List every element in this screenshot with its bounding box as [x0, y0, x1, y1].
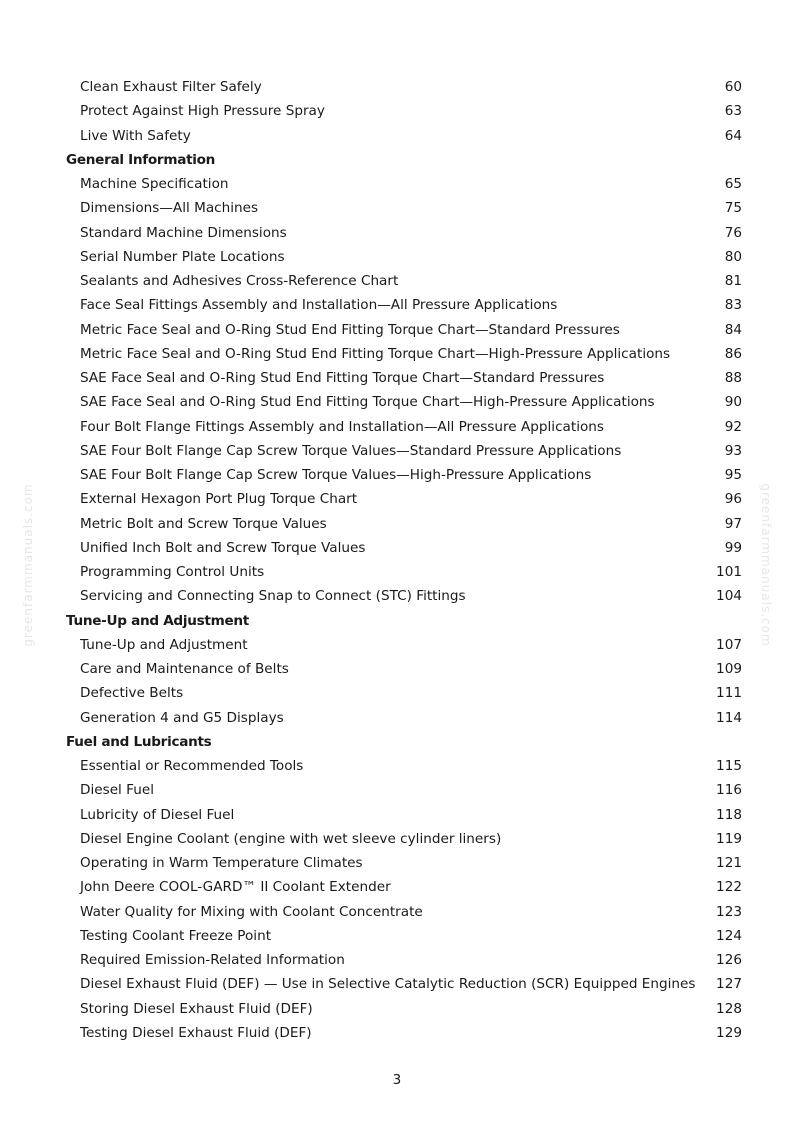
toc-entry-title: Water Quality for Mixing with Coolant Concentrate [80, 903, 423, 920]
toc-entry-page-number: 116 [716, 782, 742, 799]
toc-entry-page-number: 65 [724, 176, 742, 192]
toc-entry-page-number: 99 [724, 539, 742, 556]
toc-entry[interactable] [0, 851, 794, 875]
toc-entry[interactable] [0, 124, 794, 148]
toc-entry[interactable] [0, 754, 794, 778]
toc-entry-page-number: 81 [724, 273, 742, 289]
toc-entry-title: Sealants and Adhesives Cross-Reference Chart [80, 273, 399, 289]
toc-entry[interactable] [0, 948, 794, 972]
toc-entry[interactable] [0, 439, 794, 463]
toc-entry-title: Four Bolt Flange Fittings Assembly and Installation—All Pressure Applications [80, 418, 604, 435]
toc-entry-page-number: 101 [716, 564, 742, 580]
toc-entry[interactable] [0, 366, 794, 390]
toc-entry[interactable] [0, 560, 794, 584]
toc-entry[interactable] [0, 1021, 794, 1045]
toc-entry-title: External Hexagon Port Plug Torque Chart [80, 491, 358, 508]
toc-entry-title: Lubricity of Diesel Fuel [80, 806, 235, 823]
toc-entry-page-number: 83 [724, 297, 742, 314]
toc-section-heading [0, 148, 794, 172]
toc-entry-title: Serial Number Plate Locations [80, 248, 285, 265]
toc-entry[interactable] [0, 875, 794, 899]
toc-entry-page-number: 128 [716, 1000, 742, 1017]
toc-entry-page-number: 124 [716, 927, 742, 944]
toc-entry-title: SAE Face Seal and O-Ring Stud End Fitting Torque Chart—Standard Pressures [80, 370, 605, 386]
toc-entry-title: Machine Specification [80, 176, 229, 192]
toc-entry-page-number: 119 [716, 830, 742, 847]
toc-entry-page-number: 76 [724, 224, 742, 241]
toc-entry-page-number: 86 [724, 345, 742, 362]
toc-entry-page-number: 90 [724, 394, 742, 411]
toc-entry[interactable] [0, 803, 794, 827]
toc-entry-title: Required Emission-Related Information [80, 952, 345, 968]
toc-entry-page-number: 95 [724, 467, 742, 483]
toc-entry-title: Face Seal Fittings Assembly and Installation—All Pressure Applications [80, 297, 558, 314]
toc-entry-title: SAE Face Seal and O-Ring Stud End Fitting Torque Chart—High-Pressure Applications [80, 394, 655, 411]
toc-entry-page-number: 122 [716, 879, 742, 896]
toc-entry-title: John Deere COOL-GARD™ II Coolant Extender [80, 879, 391, 896]
toc-entry[interactable] [0, 342, 794, 366]
toc-entry-page-number: 121 [716, 855, 742, 871]
watermark-left: greenfarmmanuals.com [21, 483, 35, 647]
toc-entry-page-number: 88 [724, 370, 742, 386]
toc-entry-page-number: 104 [716, 588, 742, 605]
toc-entry-page-number: 97 [724, 515, 742, 532]
toc-entry-page-number: 75 [724, 200, 742, 217]
toc-entry-page-number: 127 [716, 976, 742, 993]
toc-entry[interactable] [0, 269, 794, 293]
toc-entry[interactable] [0, 900, 794, 924]
toc-entry[interactable] [0, 415, 794, 439]
toc-entry-title: Essential or Recommended Tools [80, 758, 304, 774]
toc-entry-page-number: 118 [716, 806, 742, 823]
toc-entry[interactable] [0, 245, 794, 269]
page-number: 3 [392, 1072, 402, 1088]
toc-entry-page-number: 96 [724, 491, 742, 508]
toc-entry-page-number: 129 [716, 1024, 742, 1041]
toc-entry-page-number: 107 [716, 636, 742, 653]
toc-entry[interactable] [0, 924, 794, 948]
toc-entry-page-number: 115 [716, 758, 742, 774]
toc-entry[interactable] [0, 997, 794, 1021]
toc-entry[interactable] [0, 633, 794, 657]
toc-section-heading [0, 730, 794, 754]
toc-entry[interactable] [0, 172, 794, 196]
toc-entry-page-number: 63 [724, 103, 742, 120]
toc-entry-title: Unified Inch Bolt and Screw Torque Values [80, 539, 366, 556]
toc-entry[interactable] [0, 778, 794, 802]
toc-entry[interactable] [0, 293, 794, 317]
toc-entry-title: Programming Control Units [80, 564, 265, 580]
toc-entry-title: Metric Bolt and Screw Torque Values [80, 515, 327, 532]
toc-section-heading [0, 609, 794, 633]
toc-entry-title: Diesel Exhaust Fluid (DEF) — Use in Selective Catalytic Reduction (SCR) Equipped Engines [80, 976, 696, 993]
toc-entry[interactable] [0, 681, 794, 705]
toc-entry[interactable] [0, 536, 794, 560]
toc-entry[interactable] [0, 706, 794, 730]
toc-entry[interactable] [0, 487, 794, 511]
toc-entry-page-number: 60 [724, 79, 742, 95]
toc-entry[interactable] [0, 584, 794, 608]
toc-entry-title: Defective Belts [80, 685, 184, 702]
table-of-contents [0, 75, 794, 1045]
toc-entry-page-number: 93 [724, 442, 742, 459]
toc-entry-title: Diesel Engine Coolant (engine with wet sleeve cylinder liners) [80, 830, 502, 847]
toc-entry-page-number: 92 [724, 418, 742, 435]
toc-entry-title: Storing Diesel Exhaust Fluid (DEF) [80, 1000, 313, 1017]
toc-entry[interactable] [0, 463, 794, 487]
toc-entry-title: Testing Diesel Exhaust Fluid (DEF) [80, 1024, 312, 1041]
toc-entry-title: Diesel Fuel [80, 782, 154, 799]
toc-entry[interactable] [0, 75, 794, 99]
toc-entry-page-number: 123 [716, 903, 742, 920]
toc-entry-title: Protect Against High Pressure Spray [80, 103, 325, 120]
toc-section-title: Tune-Up and Adjustment [66, 612, 249, 629]
toc-entry[interactable] [0, 827, 794, 851]
toc-entry-page-number: 84 [724, 321, 742, 338]
toc-entry-page-number: 114 [716, 709, 742, 726]
toc-entry-title: Dimensions—All Machines [80, 200, 259, 217]
toc-entry-page-number: 64 [724, 127, 742, 144]
toc-entry[interactable] [0, 972, 794, 996]
toc-entry-title: Clean Exhaust Filter Safely [80, 79, 262, 95]
toc-entry[interactable] [0, 221, 794, 245]
toc-section-title: Fuel and Lubricants [66, 733, 212, 750]
toc-entry[interactable] [0, 318, 794, 342]
toc-entry-title: Standard Machine Dimensions [80, 224, 287, 241]
toc-entry-title: Metric Face Seal and O-Ring Stud End Fitting Torque Chart—Standard Pressures [80, 321, 620, 338]
toc-entry[interactable] [0, 657, 794, 681]
watermark-right: greenfarmmanuals.com [759, 483, 773, 647]
toc-entry-title: Generation 4 and G5 Displays [80, 709, 284, 726]
toc-entry-title: Live With Safety [80, 127, 191, 144]
toc-entry-title: Testing Coolant Freeze Point [80, 927, 272, 944]
toc-entry-title: Metric Face Seal and O-Ring Stud End Fitting Torque Chart—High-Pressure Applications [80, 345, 671, 362]
toc-entry-title: Care and Maintenance of Belts [80, 661, 289, 677]
toc-entry[interactable] [0, 99, 794, 123]
toc-entry[interactable] [0, 390, 794, 414]
toc-entry[interactable] [0, 512, 794, 536]
toc-entry-title: SAE Four Bolt Flange Cap Screw Torque Values—High-Pressure Applications [80, 467, 592, 483]
toc-entry-title: Servicing and Connecting Snap to Connect (STC) Fittings [80, 588, 466, 605]
toc-entry-page-number: 111 [716, 685, 742, 702]
toc-section-title: General Information [66, 151, 216, 168]
toc-entry-title: SAE Four Bolt Flange Cap Screw Torque Values—Standard Pressure Applications [80, 442, 622, 459]
toc-entry-page-number: 80 [724, 248, 742, 265]
toc-entry[interactable] [0, 196, 794, 220]
toc-entry-title: Tune-Up and Adjustment [80, 636, 248, 653]
toc-entry-page-number: 126 [716, 952, 742, 968]
toc-entry-page-number: 109 [716, 661, 742, 677]
toc-entry-title: Operating in Warm Temperature Climates [80, 855, 363, 871]
